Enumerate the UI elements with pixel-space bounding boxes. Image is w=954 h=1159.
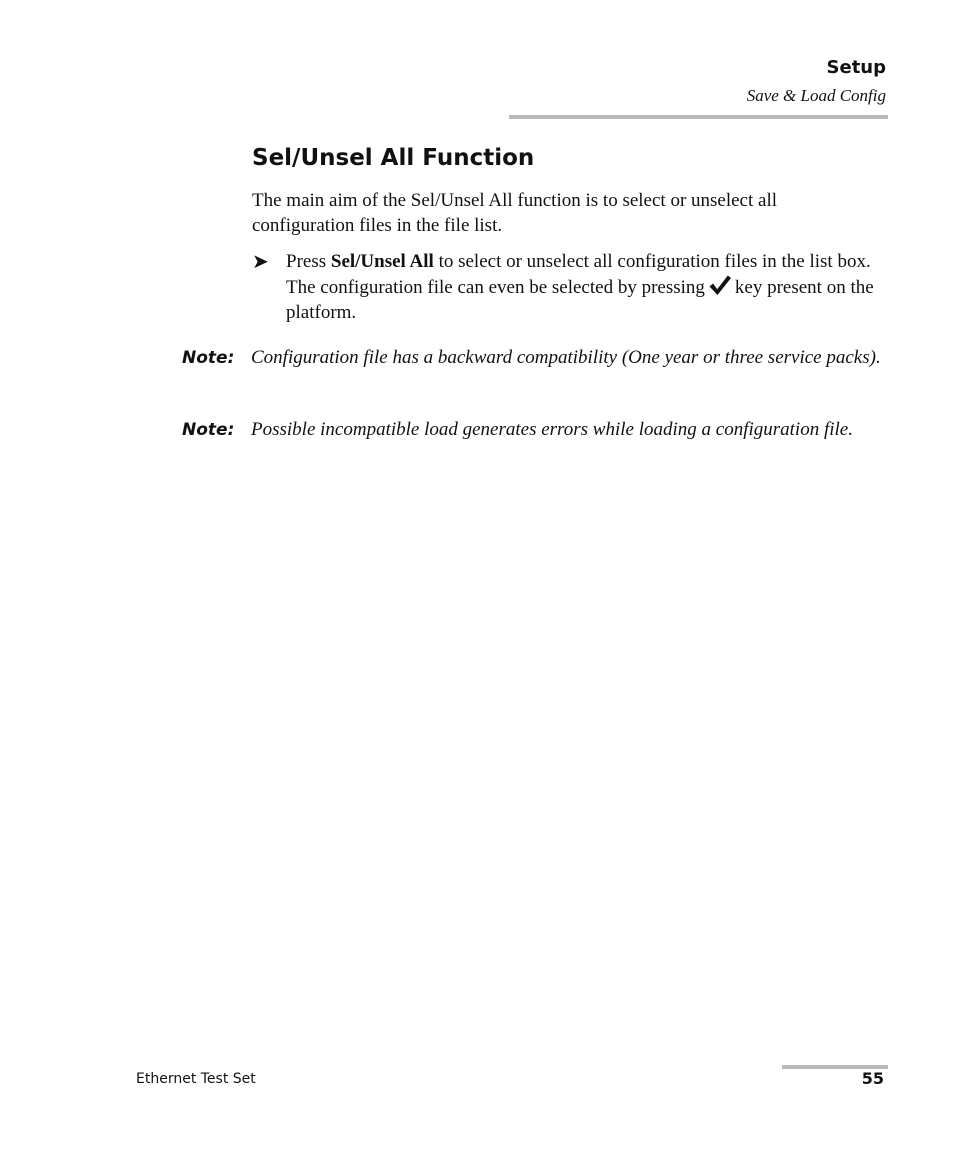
note-incompatible-load — [182, 417, 892, 442]
header-divider — [509, 115, 888, 119]
intro-paragraph: The main aim of the Sel/Unsel All function is to select or unselect all configuration files in the file list. — [252, 190, 778, 236]
step-text-after: key present on the platform. — [286, 277, 874, 323]
procedure-step — [252, 249, 892, 325]
note-compatibility — [182, 345, 892, 370]
footer-product-name: Ethernet Test Set — [136, 1071, 256, 1087]
step-arrow-icon: ➤ — [252, 249, 269, 273]
note-text: Configuration file has a backward compatibility (One year or three service packs). — [251, 347, 881, 368]
note-label: Note: — [182, 420, 235, 440]
page-number: 55 — [861, 1069, 884, 1088]
header-chapter-title: Setup — [826, 57, 886, 78]
header-section-subtitle: Save & Load Config — [746, 86, 886, 105]
sel-unsel-all-label: Sel/Unsel All — [330, 251, 434, 272]
checkmark-icon — [708, 274, 732, 296]
section-heading: Sel/Unsel All Function — [252, 145, 535, 171]
step-text — [286, 249, 892, 325]
step-text-before: Press — [286, 251, 331, 272]
step-text-middle: to select or unselect all configuration files in the list box. The configuration file can even be selected by pressing — [286, 251, 871, 298]
note-text: Possible incompatible load generates errors while loading a configuration file. — [251, 419, 853, 440]
note-label: Note: — [182, 348, 235, 368]
